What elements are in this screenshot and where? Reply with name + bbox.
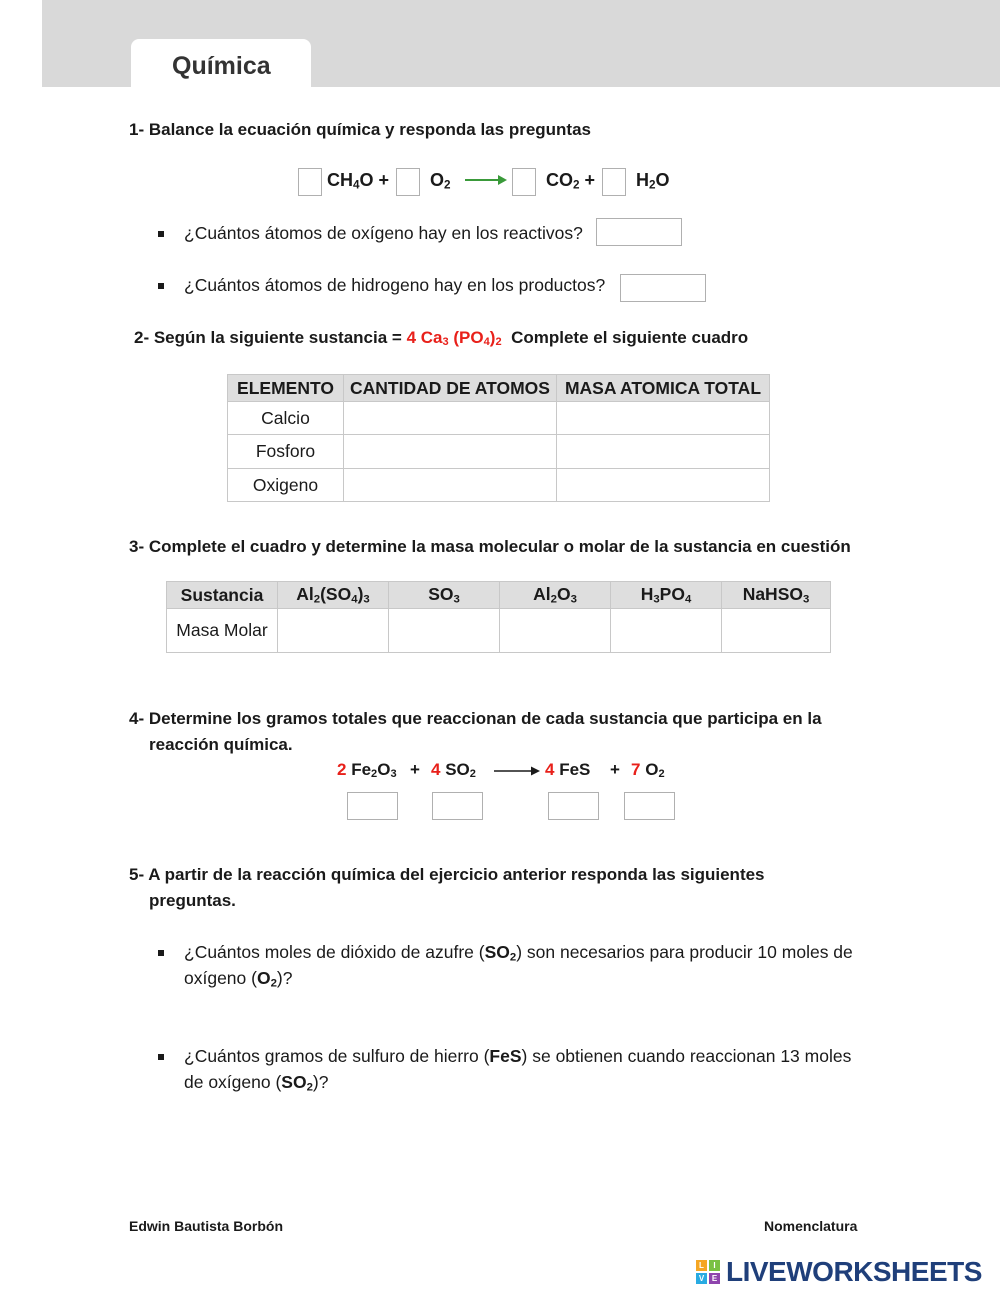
brand-name: LIVEWORKSHEETS — [726, 1256, 982, 1287]
q4-product-2: 7 $O_2$ — [631, 760, 665, 781]
answer-cell[interactable] — [611, 609, 722, 653]
q4-plus: + — [410, 760, 420, 779]
formula-co2: $CO_2$ + — [546, 170, 596, 192]
q1-heading: 1- Balance la ecuación química y responda las preguntas — [129, 120, 591, 139]
coef-o2-input[interactable] — [396, 168, 420, 196]
formula-o2: $O_2$ — [430, 170, 451, 192]
q2-table — [227, 374, 770, 502]
q5-bullet2-line1: ¿Cuántos gramos de sulfuro de hierro (FeS) se obtienen cuando reaccionan 13 moles — [184, 1046, 852, 1066]
footer-author: Edwin Bautista Borbón — [129, 1218, 283, 1234]
formula-h2o: $H_2O$ — [636, 170, 670, 192]
q4-heading-line1: 4- Determine los gramos totales que reaccionan de cada sustancia que participa en la — [129, 709, 822, 728]
q5-bullet1-line2: oxígeno $(O_2)$? — [184, 968, 293, 990]
q5-bullet1-line1: ¿Cuántos moles de dióxido de azufre $(SO_2)$ son necesarios para producir 10 moles de — [184, 942, 853, 964]
q4-reactant-2: 4 $SO_2$ — [431, 760, 476, 781]
q3-substance: NaHSO$_3$ — [722, 582, 831, 609]
coef-h2o-input[interactable] — [602, 168, 626, 196]
q4-plus: + — [610, 760, 620, 779]
answer-cell[interactable] — [557, 435, 770, 469]
q2-header-element: ELEMENTO — [228, 375, 344, 402]
footer-topic: Nomenclatura — [764, 1218, 858, 1234]
bullet-icon — [158, 231, 164, 237]
q5-heading-line1: 5- A partir de la reacción química del ejercicio anterior responda las siguientes — [129, 865, 765, 884]
answer-cell[interactable] — [500, 609, 611, 653]
grams-o2-input[interactable] — [624, 792, 675, 820]
q4-reactant-1: 2 $Fe_2O_3$ — [337, 760, 397, 781]
q2-formula: 4 $Ca_3$ $(PO_4)_2$ — [406, 328, 502, 349]
q3-table — [166, 581, 831, 653]
bullet-icon — [158, 1054, 164, 1060]
q4-product-1: 4 FeS — [545, 760, 591, 779]
answer-cell[interactable] — [344, 402, 557, 435]
grams-fe2o3-input[interactable] — [347, 792, 398, 820]
coef-co2-input[interactable] — [512, 168, 536, 196]
q3-substance: $Al_2O_3$ — [500, 582, 611, 609]
answer-cell[interactable] — [389, 609, 500, 653]
q2-heading: 2- Según la siguiente sustancia = 4 $Ca_3$ $(PO_4)_2$ Complete el siguiente cuadro — [134, 328, 749, 349]
q3-header-label: Sustancia — [167, 582, 278, 609]
q5-heading-line2: preguntas. — [149, 891, 236, 910]
arrow-icon — [493, 764, 541, 778]
answer-cell[interactable] — [557, 469, 770, 502]
page-title: Química — [172, 52, 271, 80]
coef-ch4o-input[interactable] — [298, 168, 322, 196]
q3-substance: $Al_2(SO_4)_3$ — [278, 582, 389, 609]
formula-ch4o: $CH_4O$ + — [327, 170, 390, 192]
hydrogen-atoms-input[interactable] — [620, 274, 706, 302]
q2-row-label: Calcio — [228, 402, 344, 435]
q2-header-mass: MASA ATOMICA TOTAL — [557, 375, 770, 402]
q3-heading: 3- Complete el cuadro y determine la masa molecular o molar de la sustancia en cuestión — [129, 537, 851, 556]
logo-grid-icon: L I V E — [696, 1260, 720, 1284]
oxygen-atoms-input[interactable] — [596, 218, 682, 246]
grams-fes-input[interactable] — [548, 792, 599, 820]
q5-bullet2-line2: de oxígeno $(SO_2)$? — [184, 1072, 329, 1094]
q4-heading-line2: reacción química. — [149, 735, 293, 754]
answer-cell[interactable] — [722, 609, 831, 653]
answer-cell[interactable] — [344, 435, 557, 469]
bullet-icon — [158, 950, 164, 956]
grams-so2-input[interactable] — [432, 792, 483, 820]
q2-row-label: Oxigeno — [228, 469, 344, 502]
q3-row-label: Masa Molar — [167, 609, 278, 653]
q3-substance: $H_3PO_4$ — [611, 582, 722, 609]
arrow-icon — [464, 172, 508, 188]
answer-cell[interactable] — [344, 469, 557, 502]
q2-row-label: Fosforo — [228, 435, 344, 469]
answer-cell[interactable] — [557, 402, 770, 435]
q1-bullet2-text: ¿Cuántos átomos de hidrogeno hay en los productos? — [184, 275, 606, 295]
q1-bullet1-text: ¿Cuántos átomos de oxígeno hay en los reactivos? — [184, 223, 583, 243]
bullet-icon — [158, 283, 164, 289]
answer-cell[interactable] — [278, 609, 389, 653]
q3-substance: $SO_3$ — [389, 582, 500, 609]
q2-header-atoms: CANTIDAD DE ATOMOS — [344, 375, 557, 402]
liveworksheets-logo[interactable] — [696, 1256, 982, 1288]
